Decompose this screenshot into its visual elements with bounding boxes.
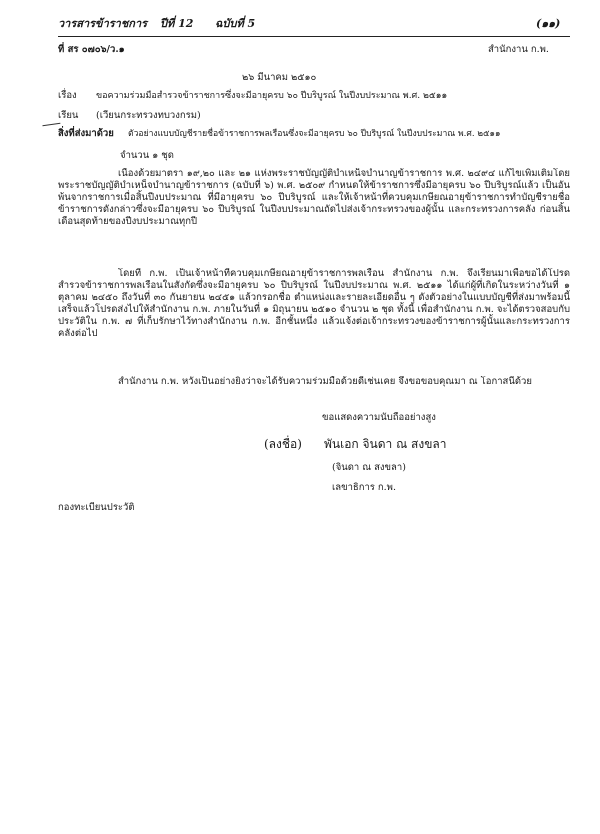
paragraph-2: โดยที่ ก.พ. เป็นเจ้าหน้าที่ควบคุมเกษียณอายุข้าราชการพลเรือน สำนักงาน ก.พ. จึงเรียนมาเพื่อขอได้โปรดสำรวจข้าราชการพลเรือนในสังกัดซึ่งจะมีอายุครบ ๖๐ ปีบริบูรณ์ ในปีงบประมาณ พ.ศ. ๒๕๑๑ ได้แก่ผู้ที่เกิดในระหว่างวันที่ ๑ ตุลาคม ๒๔๕๐ ถึงวันที่ ๓๐ กันยายน ๒๔๕๑ แล้วกรอกชื่อ ตำแหน่งและรายละเอียดอื่น ๆ ดังตัวอย่างในแบบบัญชีที่ส่งมาพร้อมนี้ เสร็จแล้วโปรดส่งไปให้สำนักงาน ก.พ. ภายในวันที่ ๑ มิถุนายน ๒๕๑๐ จำนวน ๒ ชุด ทั้งนี้ เพื่อสำนักงาน ก.พ. จะได้ตรวจสอบกับประวัติใน ก.พ. ๗ ที่เก็บรักษาไว้ทางสำนักงาน ก.พ. อีกชั้นหนึ่ง แล้วแจ้งต่อเจ้ากระทรวงของข้าราชการผู้นั้นและกระทรวงการคลังต่อไป — [58, 268, 570, 339]
subject-label: เรื่อง — [58, 90, 77, 101]
to-label: เรียน — [58, 110, 79, 121]
attachment-quantity: จำนวน ๑ ชุด — [120, 150, 174, 161]
signatory-signature: พันเอก จินดา ณ สงขลา — [324, 437, 447, 451]
to-text: (เวียนกระทรวงทบวงกรม) — [96, 110, 201, 121]
subject-text: ขอความร่วมมือสำรวจข้าราชการซึ่งจะมีอายุครบ ๖๐ ปีบริบูรณ์ ในปีงบประมาณ พ.ศ. ๒๕๑๑ — [96, 91, 448, 101]
issuing-office: สำนักงาน ก.พ. — [488, 44, 549, 55]
paragraph-1: เนื่องด้วยมาตรา ๑๙,๒๐ และ ๒๑ แห่งพระราชบัญญัติบำเหน็จบำนาญข้าราชการ พ.ศ. ๒๔๙๔ แก้ไขเพิ่มเติมโดยพระราชบัญญัติบำเหน็จบำนาญข้าราชการ (ฉบับที่ ๖) พ.ศ. ๒๕๐๙ กำหนดให้ข้าราชการซึ่งมีอายุครบ ๖๐ ปีบริบูรณ์แล้ว เป็นอันพ้นจากราชการเมื่อสิ้นปีงบประมาณ ที่มีอายุครบ ๖๐ ปีบริบูรณ์ และให้เจ้าหน้าที่ควบคุมเกษียณอายุข้าราชการทำบัญชีรายชื่อข้าราชการดังกล่าวซึ่งจะมีอายุครบ ๖๐ ปีบริบูรณ์ ในปีงบประมาณถัดไปส่งเจ้ากระทรวงของผู้นั้น และกระทรวงการคลัง ก่อนสิ้นเดือนสุดท้ายของปีงบประมาณทุกปี — [58, 168, 570, 227]
signatory-title: เลขาธิการ ก.พ. — [332, 482, 396, 493]
letter-date: ๒๖ มีนาคม ๒๕๑๐ — [242, 72, 317, 83]
hand-mark — [42, 117, 61, 126]
journal-volume: ปีที่ 12 — [160, 17, 194, 30]
attachment-label: สิ่งที่ส่งมาด้วย — [58, 128, 114, 139]
journal-issue: ฉบับที่ 5 — [215, 17, 256, 30]
paragraph-3: สำนักงาน ก.พ. หวังเป็นอย่างยิ่งว่าจะได้รับความร่วมมือด้วยดีเช่นเคย จึงขอขอบคุณมา ณ โอกาสนี้ด้วย — [118, 376, 532, 387]
header-rule — [58, 36, 570, 37]
journal-title: วารสารข้าราชการ — [58, 17, 148, 30]
reference-number: ที่ สร ๐๗๐๖/ว.๑ — [58, 44, 125, 55]
department-name: กองทะเบียนประวัติ — [58, 502, 135, 513]
attachment-text: ตัวอย่างแบบบัญชีรายชื่อข้าราชการพลเรือนซึ่งจะมีอายุครบ ๖๐ ปีบริบูรณ์ ในปีงบประมาณ พ.ศ. ๒๕๑๑ — [128, 129, 501, 139]
page-number: (๑๑) — [536, 17, 561, 30]
signatory-name: (จินดา ณ สงขลา) — [332, 462, 406, 473]
signed-label: (ลงชื่อ) — [264, 437, 302, 451]
closing-phrase: ขอแสดงความนับถืออย่างสูง — [322, 412, 436, 423]
